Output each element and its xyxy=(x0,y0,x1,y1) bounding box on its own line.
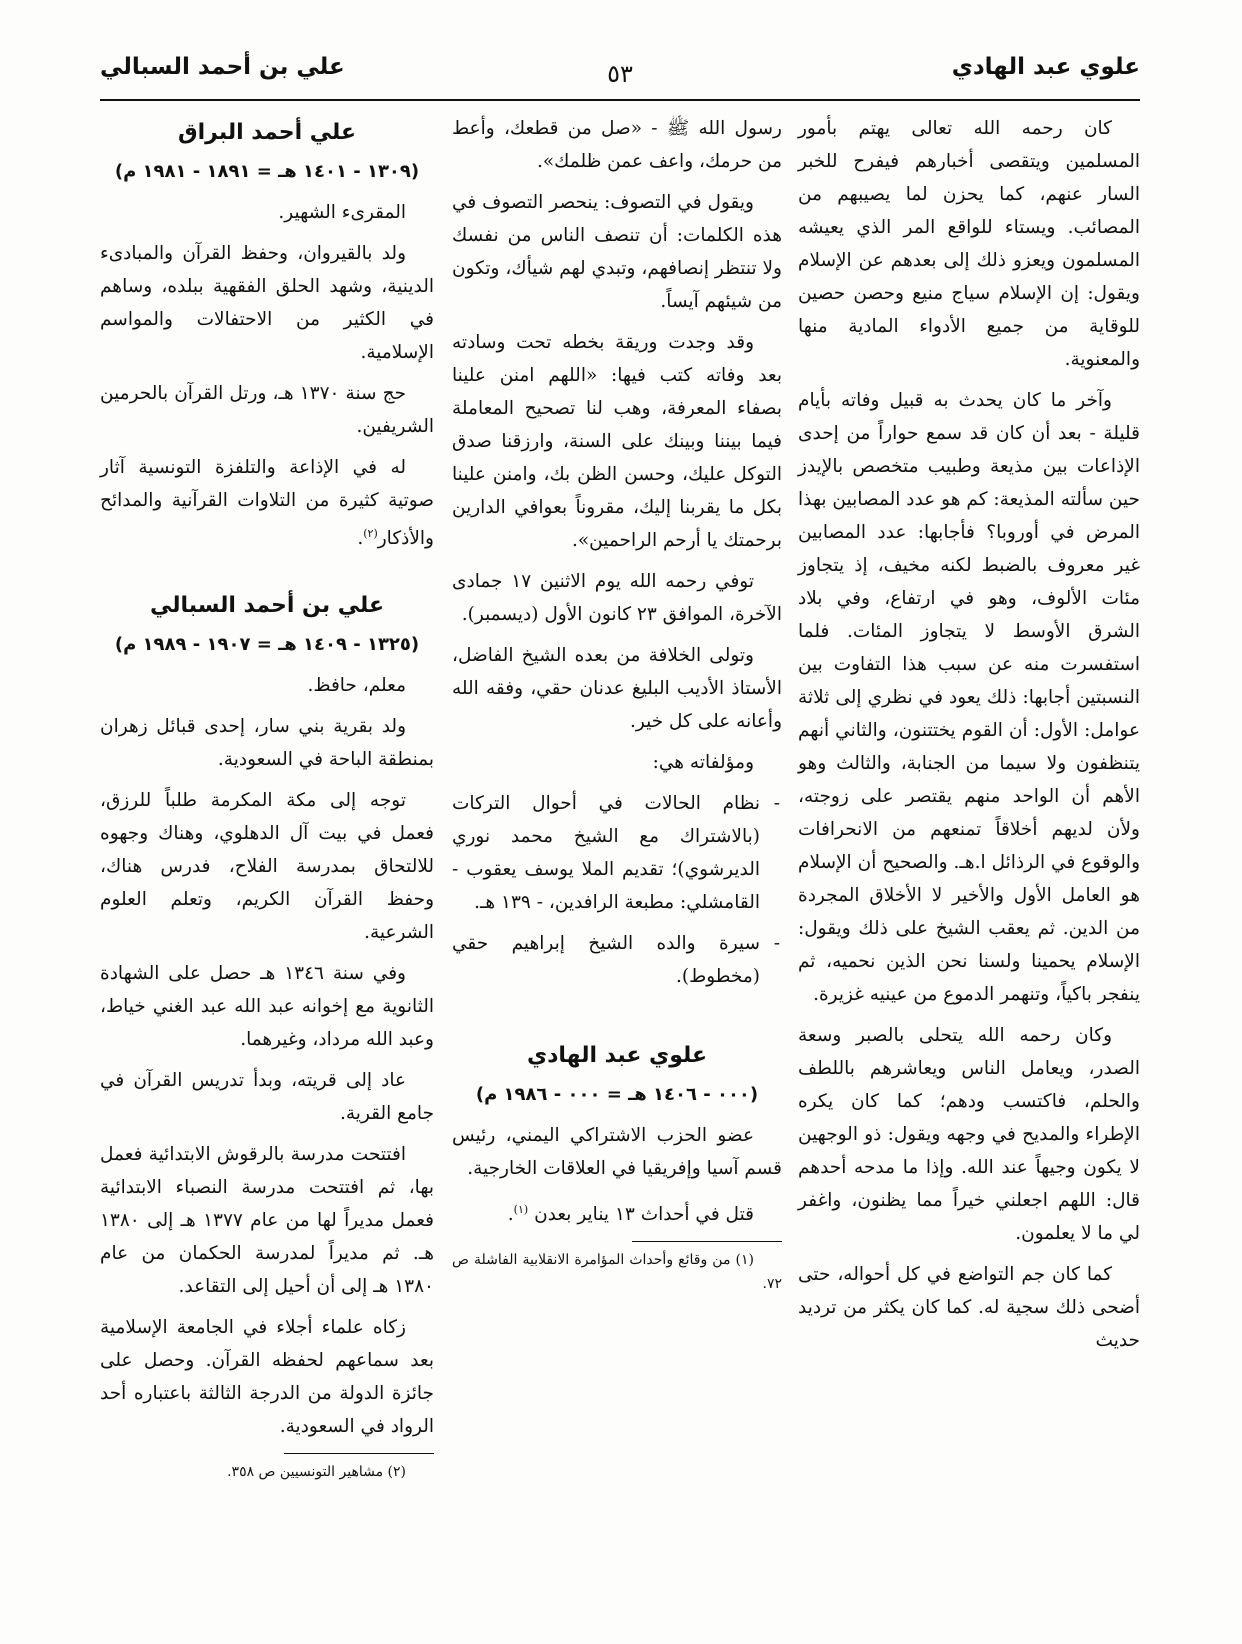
running-title-right: علوي عبد الهادي xyxy=(951,54,1140,80)
paragraph: توفي رحمه الله يوم الاثنين ١٧ جمادى الآخرة، الموافق ٢٣ كانون الأول (ديسمبر). xyxy=(452,571,782,625)
paragraph: المقرىء الشهير. xyxy=(278,202,406,223)
paragraph: وآخر ما كان يحدث به قبيل وفاته بأيام قليلة - بعد أن كان قد سمع حواراً من إحدى الإذاعات بين مذيعة وطبيب متخصص بالإيدز حين سألته المذيعة: كم هو عدد المصابين بهذا المرض في أوروبا؟ فأجابها: عدد المصابين غير معروف بالضبط لكنه مخيف، إذ يتجاوز مئات الألوف، وهو في ارتفاع، وفي بلاد الشرق الأوسط لا يتجاوز المئات. فلما استفسرت منه عن سبب هذا التفاوت بين النسبتين أجابها: ذلك يعود في نظري إلى ثلاثة عوامل: الأول: أن القوم يختتنون، والثاني أنهم يتنظفون ولا سيما من الجنابة، والثالث وهو الأهم أن الواحد منهم يقتصر على زوجته، ولأن لديهم أخلاقاً تمنعهم من الانحرافات والوقوع في الرذائل ا.هـ. والصحيح أن الإسلام هو العامل الأول والأخير لا الأخلاق المجردة من الدين. ثم يعقب الشيخ على ذلك ويقول: الإسلام يحمينا ولسنا نحن الذين نحميه، ثم ينفجر باكياً، وتنهمر الدموع من عينيه غزيرة. xyxy=(798,390,1140,1005)
entry-title: علوي عبد الهادي xyxy=(526,1043,708,1068)
footnote-rule xyxy=(284,1453,434,1454)
entry-dates: (١٣٠٩ - ١٤٠١ هـ = ١٨٩١ - ١٩٨١ م) xyxy=(114,161,420,182)
column-right xyxy=(798,112,1140,1365)
paragraph: عاد إلى قريته، وبدأ تدريس القرآن في جامع القرية. xyxy=(100,1070,434,1125)
paragraph: حج سنة ١٣٧٠ هـ، ورتل القرآن بالحرمين الشريفين. xyxy=(100,383,434,437)
entry-title: علي بن أحمد السبالي xyxy=(149,593,385,619)
column-middle xyxy=(452,112,782,1304)
entry-dates: (٠٠٠ - ١٤٠٦ هـ = ٠٠٠ - ١٩٨٦ م) xyxy=(475,1084,759,1105)
paragraph-text: قتل في أحداث ١٣ يناير بعدن xyxy=(534,1204,754,1226)
paragraph: قتل في أحداث ١٣ يناير بعدن $^{(١)}$. xyxy=(507,1203,754,1226)
works-intro: ومؤلفاته هي: xyxy=(652,752,754,773)
footnote-rule xyxy=(632,1241,782,1242)
paragraph: وفي سنة ١٣٤٦ هـ حصل على الشهادة الثانوية مع إخوانه عبد الله عبد الغني خياط، وعبد الله مرداد، وغيرهما. xyxy=(100,963,434,1051)
paragraph: توجه إلى مكة المكرمة طلباً للرزق، فعمل في بيت آل الدهلوي، وهناك وجهوه للالتحاق بمدرسة الفلاح، فدرس هناك، وحفظ القرآن الكريم، وتعلم العلوم الشرعية. xyxy=(100,790,434,944)
paragraph: كما كان جم التواضع في كل أحواله، حتى أضحى ذلك سجية له. كما كان يكثر من ترديد حديث xyxy=(798,1264,1140,1351)
paragraph: وكان رحمه الله يتحلى بالصبر وسعة الصدر، ويعامل الناس ويعاشرهم باللطف والحلم، فاكتسب ودهم؛ كما كان يكره الإطراء والمديح في وجهه ويقول: ذو الوجهين لا يكون وجيهاً عند الله. وإذا ما مدحه أحدهم قال: اللهم اجعلني خيراً مما يظنون، واغفر لي ما لا يعلمون. xyxy=(798,1025,1140,1244)
paragraph: وتولى الخلافة من بعده الشيخ الفاضل، الأستاذ الأديب البليغ عدنان حقي، وفقه الله وأعانه على كل خير. xyxy=(452,645,782,732)
works-list xyxy=(452,787,782,993)
paragraph: افتتحت مدرسة بالرقوش الابتدائية فعمل بها، ثم افتتحت مدرسة النصباء الابتدائية فعمل مديراً لها من عام ١٣٧٧ هـ إلى ١٣٨٠ هـ. ثم مديراً لمدرسة الحكمان من عام ١٣٨٠ هـ إلى أن أحيل إلى التقاعد. xyxy=(100,1144,435,1298)
paragraph: رسول الله ﷺ - «صل من قطعك، وأعط من حرمك، واعف عمن ظلمك». xyxy=(452,118,782,172)
footnote-marker: (١) xyxy=(513,1203,529,1216)
footnote: (١) من وقائع وأحداث المؤامرة الانقلابية الفاشلة ص ٧٢. xyxy=(452,1252,782,1293)
paragraph: ولد بقرية بني سار، إحدى قبائل زهران بمنطقة الباحة في السعودية. xyxy=(100,716,434,771)
entry-dates: (١٣٢٥ - ١٤٠٩ هـ = ١٩٠٧ - ١٩٨٩ م) xyxy=(114,634,420,656)
page-number: ٥٣ xyxy=(607,60,633,88)
paragraph: ولد بالقيروان، وحفظ القرآن والمبادىء الدينية، وشهد الحلق الفقهية ببلده، وساهم في الكثير من الاحتفالات والمواسم الإسلامية. xyxy=(100,243,434,363)
entry-title: علي أحمد البراق xyxy=(177,120,357,145)
header-rule xyxy=(100,99,1140,101)
list-item: - نظام الحالات في أحوال التركات (بالاشتراك مع الشيخ محمد نوري الديرشوي)؛ تقديم الملا يوسف يعقوب - القامشلي: مطبعة الرافدين، - ١٣٩ هـ. xyxy=(452,787,782,919)
footnote: (٢) مشاهير التونسيين ص ٣٥٨. xyxy=(227,1464,406,1481)
footnote-marker: (٢) xyxy=(363,527,378,540)
column-left xyxy=(100,112,434,1492)
running-header xyxy=(100,48,1140,96)
paragraph-text: له في الإذاعة والتلفزة التونسية آثار صوتية كثيرة من التلاوات القرآنية والمدائح والأذكار xyxy=(100,457,434,550)
paragraph: زكاه علماء أجلاء في الجامعة الإسلامية بعد سماعهم لحفظه القرآن. وحصل على جائزة الدولة من الدرجة الثالثة باعتباره أحد الرواد في السعودية. xyxy=(100,1317,434,1438)
paragraph: ويقول في التصوف: ينحصر التصوف في هذه الكلمات: أن تنصف الناس من نفسك ولا تنتظر إنصافهم، وتبدي لهم شيأك، وتكون من شيئهم آيساً. xyxy=(452,192,782,312)
paragraph: معلم، حافظ. xyxy=(307,675,406,697)
paragraph: كان رحمه الله تعالى يهتم بأمور المسلمين ويتقصى أخبارهم فيفرح للخبر السار عنهم، كما يحزن لما يصيبهم من المصائب. ويستاء للواقع المر الذي يعيشه المسلمون ويعزو ذلك إلى بعدهم عن الإسلام ويقول: إن الإسلام سياج منيع وحصن حصين للوقاية من جميع الأدواء المادية منها والمعنوية. xyxy=(798,118,1140,370)
paragraph: وقد وجدت وريقة بخطه تحت وسادته بعد وفاته كتب فيها: «اللهم امنن علينا بصفاء المعرفة، وهب لنا تصحيح المعاملة فيما بيننا وبينك على السنة، وارزقنا صدق التوكل عليك، وحسن الظن بك، وامنن علينا بكل ما يقربنا إليك، مقروناً بعوافي الدارين برحمتك يا أرحم الراحمين». xyxy=(452,332,782,551)
paragraph: له في الإذاعة والتلفزة التونسية آثار صوتية كثيرة من التلاوات القرآنية والمدائح والأذكار$^{(٢)}$. xyxy=(100,457,434,550)
paragraph: عضو الحزب الاشتراكي اليمني، رئيس قسم آسيا وإفريقيا في العلاقات الخارجية. xyxy=(452,1125,782,1179)
list-item: - سيرة والده الشيخ إبراهيم حقي (مخطوط). xyxy=(452,927,782,993)
running-title-left: علي بن أحمد السبالي xyxy=(100,54,345,80)
